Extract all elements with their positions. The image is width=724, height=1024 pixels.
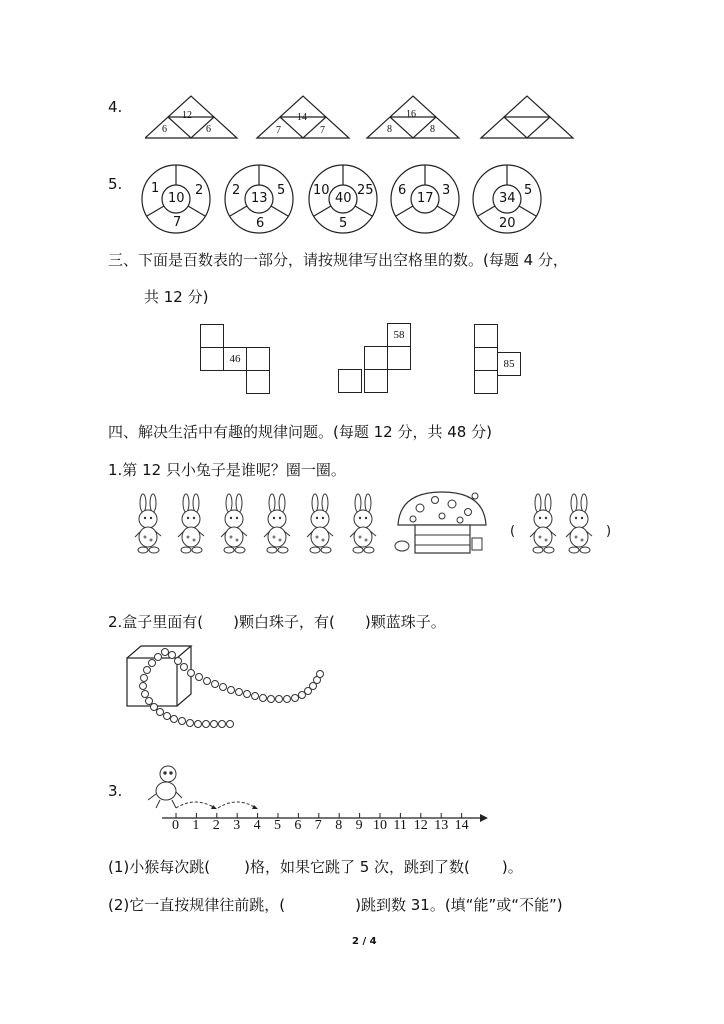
wheel-2-right: 5 <box>277 183 286 198</box>
wheel-4-left: 6 <box>398 183 407 198</box>
wheel-5-bottom: 20 <box>499 216 516 231</box>
q2-text-b: )颗白珠子，有( <box>233 613 335 631</box>
section3-title: 三、下面是百数表的一部分，请按规律写出空格里的数。(每题 4 分， <box>108 251 568 269</box>
hundred-grid-2 <box>338 323 418 403</box>
number-line-tick-label: 5 <box>274 818 281 833</box>
triangle-4 <box>481 96 573 138</box>
wheel-3-bottom: 5 <box>339 216 348 231</box>
grid-cell <box>387 346 411 370</box>
grid-cell <box>474 370 498 394</box>
bunny-2 <box>178 494 204 553</box>
wheel-1-center: 10 <box>168 191 185 206</box>
grid-cell <box>246 370 270 394</box>
wheel-1-left: 1 <box>151 181 160 196</box>
q5-label: 5. <box>108 175 123 193</box>
bunny-3 <box>221 494 247 553</box>
bunny-option-2[interactable] <box>566 494 592 553</box>
q3-sub2-a: (2)它一直按规律往前跳，( <box>108 896 286 914</box>
grid-cell <box>474 324 498 348</box>
q4-label: 4. <box>108 98 123 116</box>
grid-cell <box>364 369 388 393</box>
wheel-4-right: 3 <box>442 183 451 198</box>
number-line-tick-label: 14 <box>454 818 469 833</box>
triangle-1-right: 6 <box>206 124 211 135</box>
bunny-4 <box>264 494 290 553</box>
number-line-tick-label: 12 <box>413 818 428 833</box>
number-line-tick-label: 13 <box>434 818 449 833</box>
beads <box>140 649 324 728</box>
number-line-tick-label: 0 <box>172 818 179 833</box>
wheel-2-left: 2 <box>232 183 241 198</box>
q2-text-c: )颗蓝珠子。 <box>364 613 446 631</box>
q3-label: 3. <box>108 782 123 800</box>
grid-cell <box>474 347 498 371</box>
grid-cell <box>246 347 270 371</box>
bunny-option-1[interactable] <box>530 494 556 553</box>
bunny-row <box>130 490 620 560</box>
grid-cell <box>200 347 224 371</box>
grid-cell-58: 58 <box>387 323 411 347</box>
answer-paren-open: ( <box>510 524 516 539</box>
q3-sub2 <box>108 894 563 915</box>
wheel-3-right: 25 <box>357 183 374 198</box>
wheel-5-center: 34 <box>499 191 516 206</box>
section3-title-cont: 共 12 分) <box>144 288 209 306</box>
number-line-tick-label: 8 <box>335 818 343 833</box>
q2-text <box>108 611 446 632</box>
mushroom-house <box>395 492 486 553</box>
grid-cell <box>200 324 224 348</box>
grid-cell <box>364 346 388 370</box>
grid-cell-85: 85 <box>497 352 521 376</box>
bunny-5 <box>307 494 333 553</box>
wheel-1-bottom: 7 <box>173 215 182 230</box>
grid-cell <box>338 369 362 393</box>
bunny-1 <box>135 494 161 553</box>
q1-text: 1.第 12 只小兔子是谁呢？圈一圈。 <box>108 461 346 479</box>
hundred-grid-3 <box>474 324 554 404</box>
wheel-3-left: 10 <box>313 183 330 198</box>
number-line-labels <box>160 818 490 838</box>
triangle-1-left: 6 <box>162 124 167 135</box>
q3-sub1 <box>108 856 523 877</box>
monkey-icon <box>148 766 182 808</box>
q2-text-a: 2.盒子里面有( <box>108 613 204 631</box>
number-line-tick-label: 3 <box>233 818 241 833</box>
wheel-2-center: 13 <box>251 191 268 206</box>
hundred-grid-1 <box>200 324 280 404</box>
answer-paren-close: ) <box>606 524 612 539</box>
page-number: 2 / 4 <box>352 936 377 947</box>
number-line-tick-label: 11 <box>393 818 407 833</box>
q4-triangles <box>145 92 585 142</box>
q3-sub2-b: )跳到数 31。(填“能”或“不能”) <box>355 896 563 914</box>
number-line-tick-label: 2 <box>212 818 220 833</box>
triangle-2-top: 14 <box>297 112 307 123</box>
number-line-tick-label: 10 <box>373 818 387 833</box>
wheel-4-center: 17 <box>417 191 434 206</box>
number-line-tick-label: 7 <box>314 818 322 833</box>
number-line-tick-label: 9 <box>355 818 363 833</box>
triangle-2-left: 7 <box>276 125 281 136</box>
bunny-6 <box>350 494 376 553</box>
q3-sub1-b: )格，如果它跳了 5 次，跳到了数( <box>244 858 470 876</box>
wheel-1-right: 2 <box>195 183 204 198</box>
triangle-1-top: 12 <box>182 110 192 121</box>
triangle-3-top: 16 <box>406 109 416 120</box>
wheel-2-bottom: 6 <box>256 216 265 231</box>
wheel-5-right: 5 <box>524 183 533 198</box>
q3-sub1-c: )。 <box>501 858 523 876</box>
q3-sub1-a: (1)小猴每次跳( <box>108 858 211 876</box>
triangle-3-left: 8 <box>387 124 392 135</box>
wheel-3-center: 40 <box>335 191 352 206</box>
triangle-3-right: 8 <box>430 124 435 135</box>
number-line-tick-label: 1 <box>192 818 200 833</box>
number-line-tick-label: 6 <box>294 818 302 833</box>
bead-box-illustration <box>120 640 340 740</box>
section4-title: 四、解决生活中有趣的规律问题。(每题 12 分，共 48 分) <box>108 423 492 441</box>
number-line-tick-label: 4 <box>253 818 261 833</box>
triangle-2-right: 7 <box>320 125 325 136</box>
grid-cell-46: 46 <box>223 347 247 371</box>
